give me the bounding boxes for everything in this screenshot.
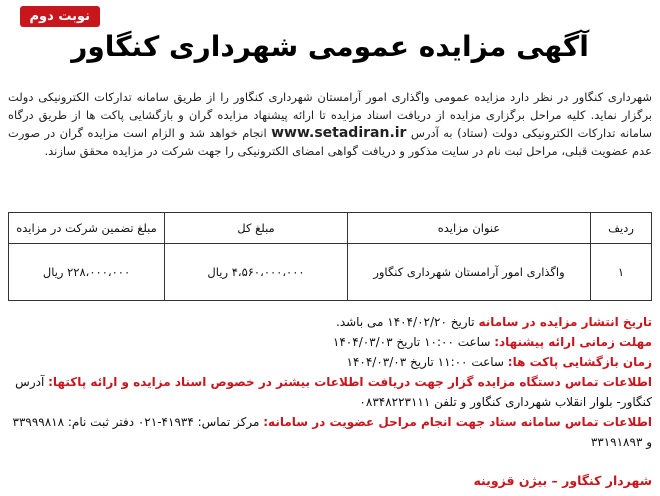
- contact-label: اطلاعات تماس دستگاه مزایده گزار جهت دریافت اطلاعات بیشتر در خصوص اسناد مزایده و ارائه پاکتها:: [48, 375, 652, 389]
- table-row: [9, 244, 652, 301]
- header-guarantee-amount: مبلغ تضمین شرکت در مزایده: [9, 213, 165, 244]
- deadline-label: مهلت زمانی ارائه پیشنهاد:: [494, 335, 652, 349]
- setad-url[interactable]: www.setadiran.ir: [271, 125, 407, 141]
- publish-date-label: تاریخ انتشار مزایده در سامانه: [478, 315, 652, 329]
- cell-auction-title: واگذاری امور آرامستان شهرداری کنگاور: [348, 244, 591, 301]
- setad-contact-label: اطلاعات تماس سامانه ستاد جهت انجام مراحل عضویت در سامانه:: [263, 415, 652, 429]
- publish-date-value: تاریخ ۱۴۰۴/۰۲/۲۰ می باشد.: [336, 315, 475, 329]
- header-total-amount: مبلغ کل: [165, 213, 348, 244]
- header-row-number: ردیف: [591, 213, 652, 244]
- intro-text-1: شهرداری کنگاور در نظر دارد مزایده عمومی واگذاری امور آرامستان شهرداری کنگاور را از طریق سامانه تدارکات الکترونیکی دولت برگزار نماید. کلیه مراحل برگزاری مزایده از دریافت اسناد مزایده تا ارائه پیشنهاد مزایده گران و بازگشایی پاکت ها از طریق درگاه سامانه تدارکات الکترونیکی دولت (ستاد) به آدرس: [8, 90, 653, 140]
- cell-total-amount: ۴،۵۶۰،۰۰۰،۰۰۰ ریال: [165, 244, 348, 301]
- publish-date-line: [8, 312, 652, 332]
- opening-line: [8, 352, 652, 372]
- deadline-line: [8, 332, 652, 352]
- setad-contact-block: [8, 412, 652, 452]
- cell-row-number: ۱: [591, 244, 652, 301]
- intro-text-2: انجام خواهد شد و الزام است مزایده گران در صورت عدم عضویت قبلی، مراحل ثبت نام در سایت مذکور و دریافت گواهی امضای الکترونیکی را جهت شرکت در مزایده محقق سازند.: [8, 126, 652, 158]
- notice-round-badge: نوبت دوم: [20, 6, 100, 27]
- opening-label: زمان بازگشایی پاکت ها:: [507, 355, 652, 369]
- contact-value: آدرس کنگاور- بلوار انقلاب شهرداری کنگاور و تلفن ۰۸۳۴۸۲۲۳۱۱۱: [15, 375, 652, 409]
- opening-value: ساعت ۱۱:۰۰ تاریخ ۱۴۰۴/۰۳/۰۳: [346, 355, 504, 369]
- info-section: [8, 312, 652, 452]
- page-title: آگهی مزایده عمومی شهرداری کنگاور: [71, 30, 589, 63]
- cell-guarantee-amount: ۲۲۸،۰۰۰،۰۰۰ ریال: [9, 244, 165, 301]
- header-auction-title: عنوان مزایده: [348, 213, 591, 244]
- auction-table: [8, 212, 652, 301]
- signature: شهردار کنگاور – بیژن قزوینه: [473, 473, 652, 488]
- table-header-row: [9, 213, 652, 244]
- deadline-value: ساعت ۱۰:۰۰ تاریخ ۱۴۰۴/۰۳/۰۳: [332, 335, 491, 349]
- setad-contact-value: مرکز تماس: ۴۱۹۳۴-۰۲۱ دفتر ثبت نام: ۳۳۹۹۹۸۱۸ و ۳۳۱۹۱۸۹۳: [12, 415, 652, 449]
- contact-block: [8, 372, 652, 412]
- intro-paragraph: [8, 88, 652, 160]
